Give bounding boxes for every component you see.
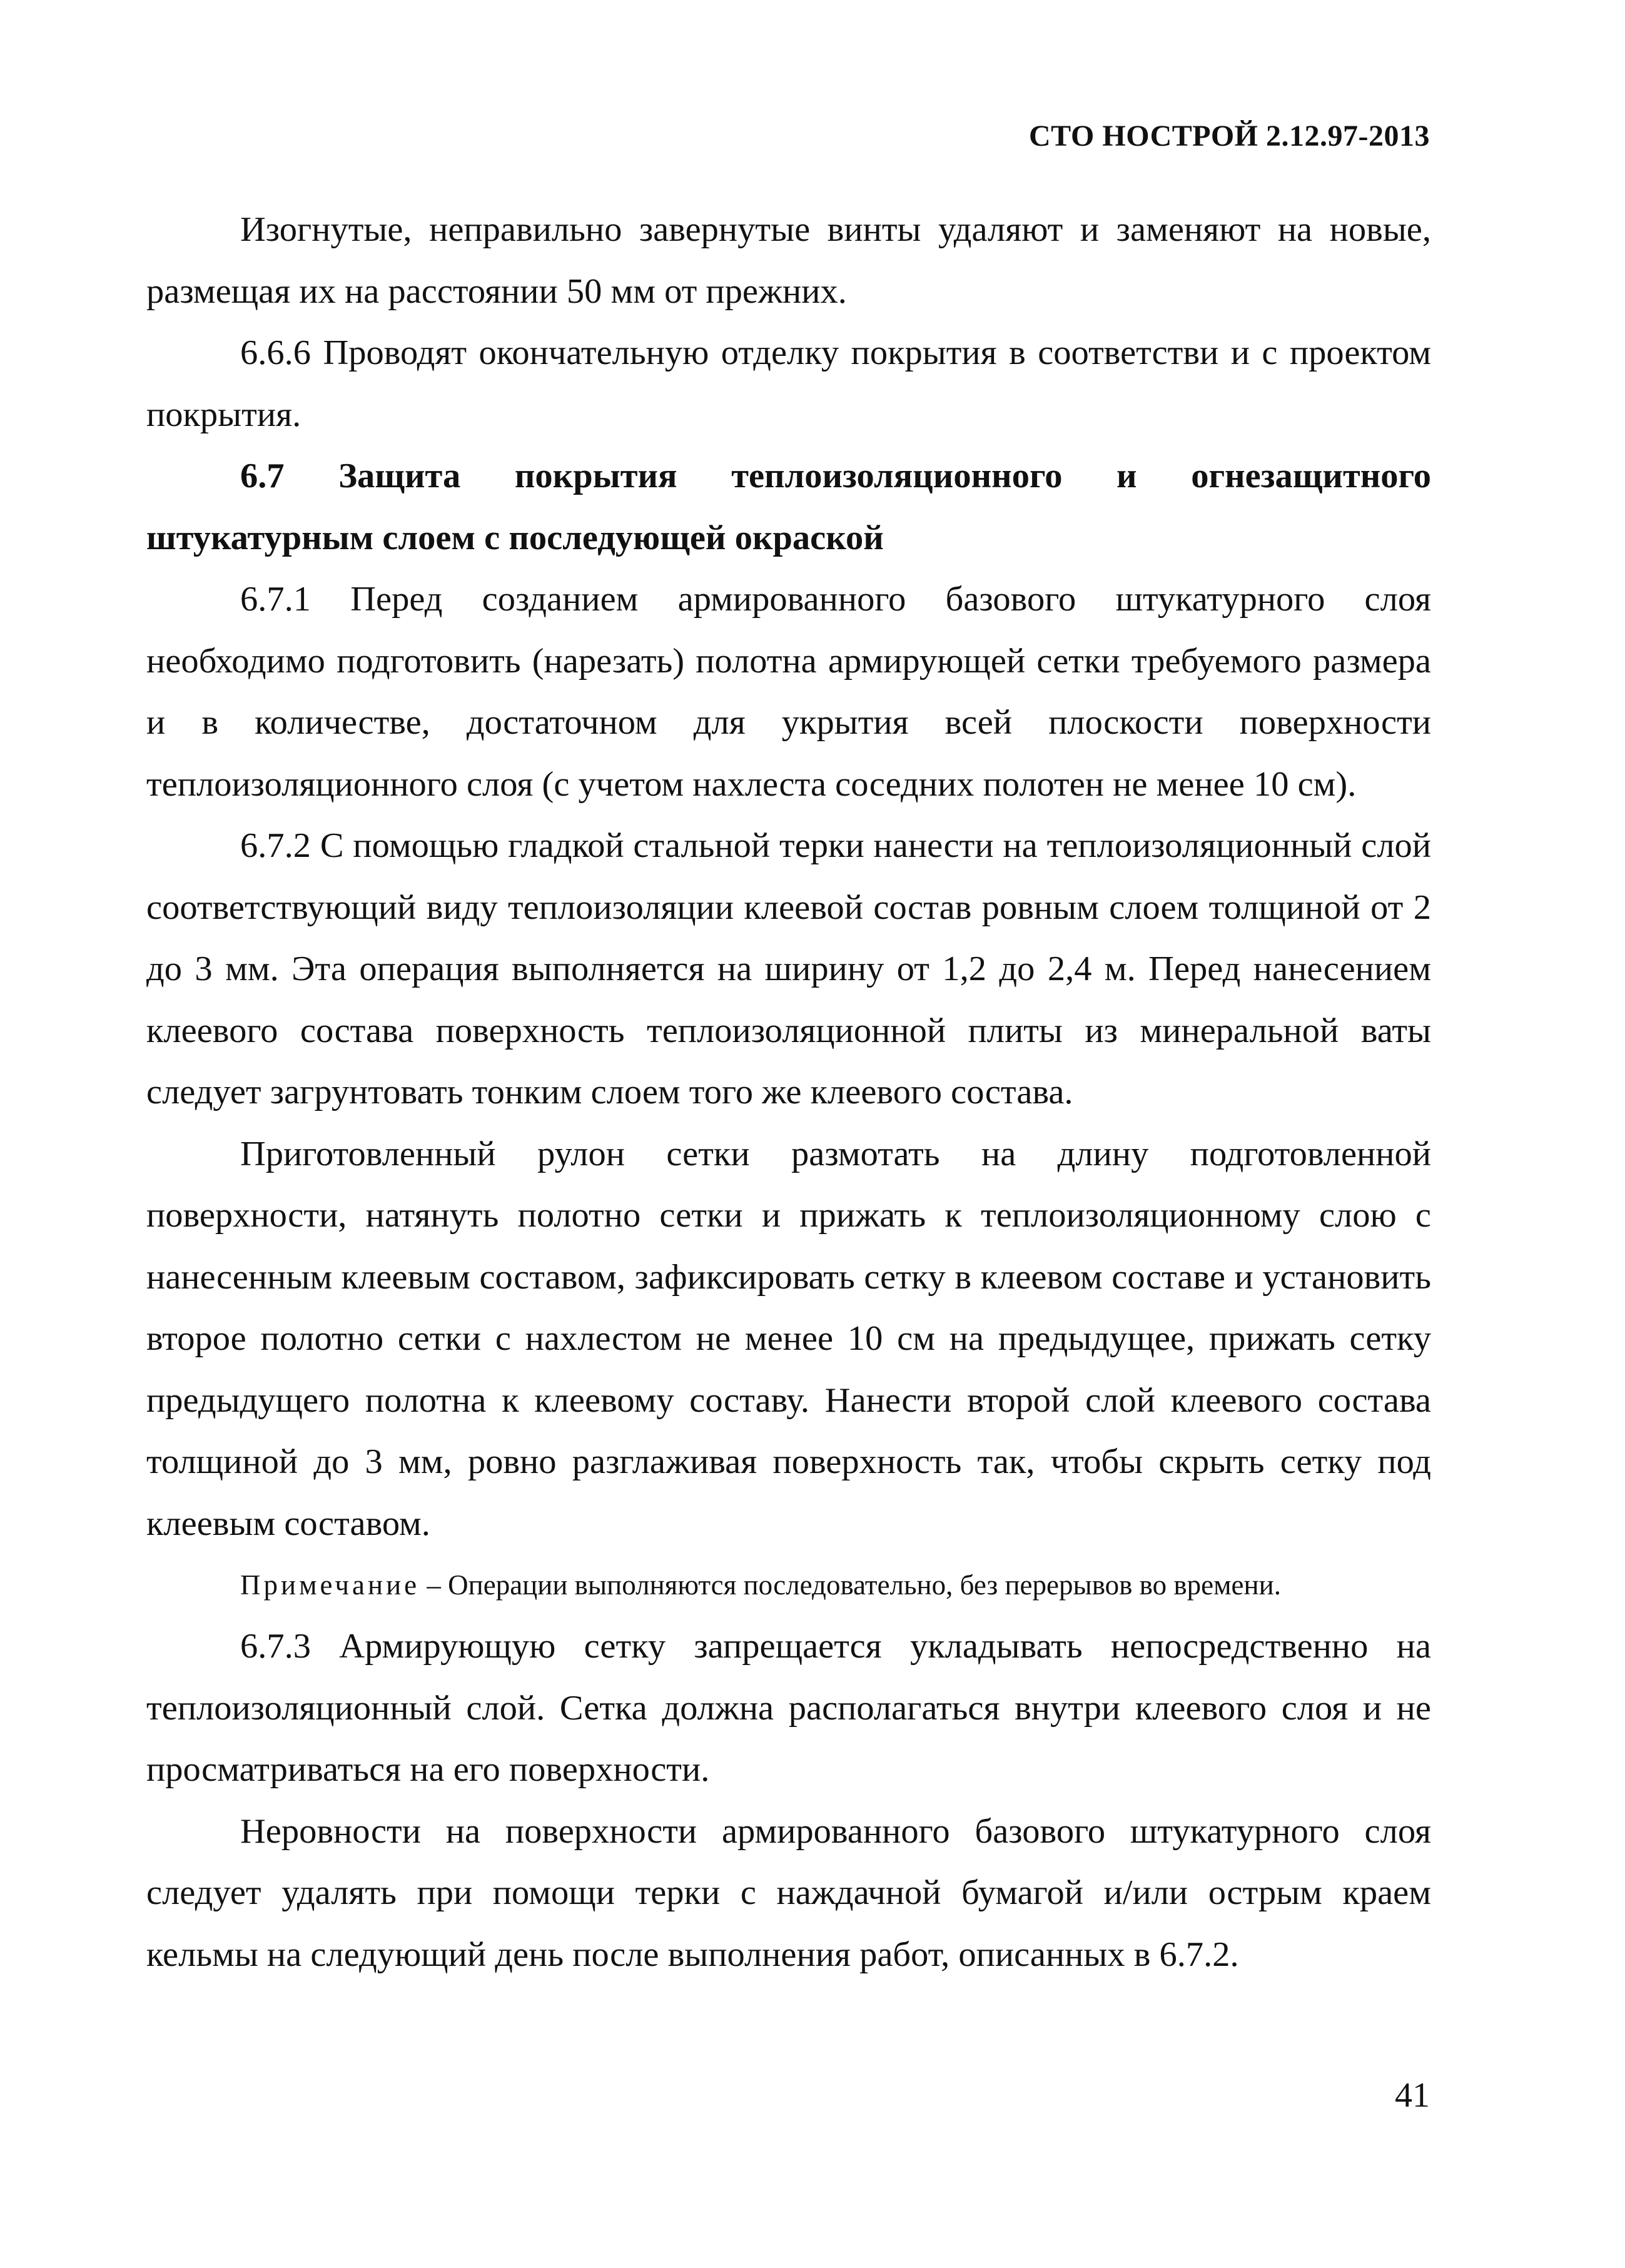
paragraph-mesh-roll: Приготовленный рулон сетки размотать на длину подготовленной поверхности, натянуть полотно сетки и прижать к теплоизоляционному слою с нанесенным клеевым составом, зафиксировать сетку в клеевом составе и установить второе полотно сетки с нахлестом не менее 10 см на предыдущее, прижать сетку предыдущего полотна к клеевому составу. Нанести второй слой клеевого состава толщиной до 3 мм, ровно разглаживая поверхность так, чтобы скрыть сетку под клеевым составом. xyxy=(146,1134,1431,1543)
note-label: Примечание xyxy=(240,1569,420,1601)
paragraph-6-7-1: 6.7.1 Перед созданием армированного базового штукатурного слоя необходимо подготовить (нарезать) полотна армирующей сетки требуемого размера и в количестве, достаточном для укрытия всей плоскости поверхности теплоизоляционного слоя (с учетом нахлеста соседних полотен не менее 10 см). xyxy=(146,580,1431,804)
note xyxy=(146,1554,1431,1616)
document-code-header: СТО НОСТРОЙ 2.12.97-2013 xyxy=(1028,119,1430,153)
section-heading-6-7: 6.7 Защита покрытия теплоизоляционного и огнезащитного штукатурным слоем с последующей окраской xyxy=(146,457,1431,557)
paragraph-6-7-3: 6.7.3 Армирующую сетку запрещается укладывать непосредственно на теплоизоляционный слой. Сетка должна располагаться внутри клеевого слоя и не просматриваться на его поверхности. xyxy=(146,1627,1431,1789)
note-text: – Операции выполняются последовательно, без перерывов во времени. xyxy=(420,1569,1281,1601)
paragraph-unevenness: Неровности на поверхности армированного базового штукатурного слоя следует удалять при помощи терки с наждачной бумагой и/или острым краем кельмы на следующий день после выполнения работ, описанных в 6.7.2. xyxy=(146,1811,1431,1974)
paragraph-6-6-6: 6.6.6 Проводят окончательную отделку покрытия в соответстви и с проектом покрытия. xyxy=(146,333,1431,434)
page-number: 41 xyxy=(1395,2076,1430,2115)
paragraph-6-7-2: 6.7.2 С помощью гладкой стальной терки нанести на теплоизоляционный слой соответствующий виду теплоизоляции клеевой состав ровным слоем толщиной от 2 до 3 мм. Эта операция выполняется на ширину от 1,2 до 2,4 м. Перед нанесением клеевого состава поверхность теплоизоляционной плиты из минеральной ваты следует загрунтовать тонким слоем того же клеевого состава. xyxy=(146,826,1431,1111)
paragraph-screws: Изогнутые, неправильно завернутые винты удаляют и заменяют на новые, размещая их на расстоянии 50 мм от прежних. xyxy=(146,210,1431,311)
document-body xyxy=(146,199,1431,1985)
